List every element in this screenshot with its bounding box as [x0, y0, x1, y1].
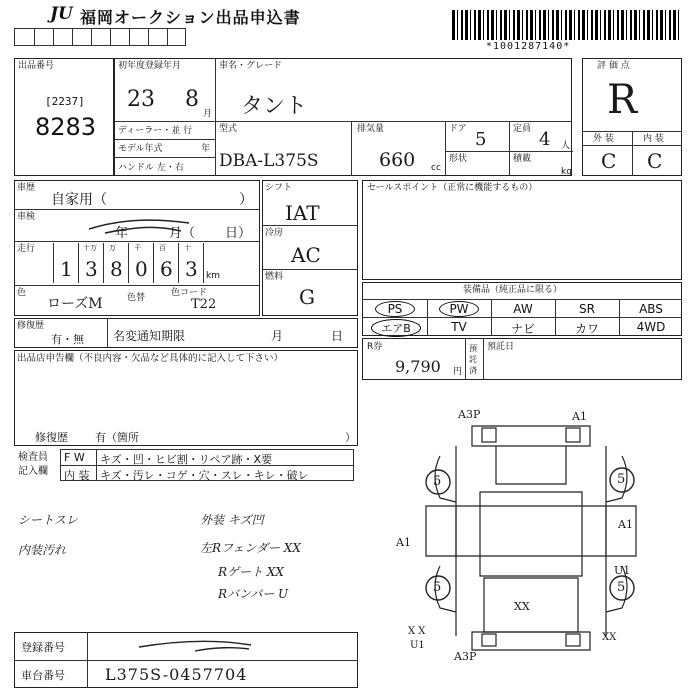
tire-mark: 5	[617, 580, 626, 595]
damage-mark: A1	[618, 518, 633, 531]
color-code-label: 色コード	[171, 288, 208, 298]
damage-mark: U1	[614, 564, 631, 577]
shift-box	[262, 180, 358, 316]
damage-mark: A3P	[454, 650, 477, 663]
interior-label: 内 装	[643, 134, 664, 144]
evaluation-box	[582, 58, 682, 176]
registration-scribble	[135, 637, 255, 655]
chassis-label: 車台番号	[21, 669, 65, 682]
first-reg-label: 初年度登録年月	[118, 61, 182, 71]
name-change-month: 月	[271, 329, 284, 343]
model-box	[114, 58, 572, 176]
doors-value: 5	[475, 129, 487, 150]
shift-label: シフト	[265, 183, 293, 193]
inspector-box	[14, 448, 358, 482]
mileage-digit: 6	[160, 257, 173, 281]
equipment-tv: TV	[451, 320, 467, 334]
inspector-row2: キズ・汚レ・コゲ・穴・スレ・キレ・破レ	[100, 469, 309, 482]
registration-box	[14, 632, 358, 688]
displacement-value: 660	[379, 149, 416, 171]
equipment-leather: カワ	[574, 322, 599, 336]
mileage-unit-10: 十	[184, 244, 191, 252]
usage-box	[14, 180, 260, 316]
car-name-label: 車名・グレード	[219, 61, 283, 71]
first-reg-month: 8	[185, 87, 199, 112]
mileage-digit: 3	[185, 257, 198, 281]
mileage-label: 走行	[17, 244, 36, 254]
type-label: 型式	[219, 124, 238, 134]
chassis-value: L375S-0457704	[105, 665, 248, 684]
fuel-label: 燃料	[265, 272, 284, 282]
lot-label: 出品番号	[18, 61, 55, 71]
model-year-label: モデル年式	[118, 144, 163, 154]
interior-value: C	[647, 149, 663, 173]
header-boxes	[14, 28, 186, 46]
capacity-unit: 人	[561, 141, 571, 151]
recycle-value: 9,790	[395, 357, 441, 376]
tire-mark: 5	[433, 580, 442, 595]
color-label: 色	[17, 288, 27, 298]
model-year-unit: 年	[201, 144, 211, 154]
damage-mark: U1	[410, 640, 425, 651]
evaluation-label: 評 価 点	[597, 61, 630, 71]
damage-mark: X X	[408, 626, 426, 637]
barcode	[452, 10, 680, 40]
first-reg-year: 23	[127, 87, 155, 112]
note-item: 外装 キズ凹	[200, 513, 264, 527]
barcode-number: *1001287140*	[486, 41, 571, 52]
recycle-box	[362, 338, 682, 380]
ac-label: 冷房	[265, 228, 284, 238]
name-change-day: 日	[331, 329, 344, 343]
recall-label: 修復歴	[17, 321, 45, 331]
equipment-abs: ABS	[639, 302, 663, 316]
damage-mark: A1	[396, 536, 411, 549]
registration-label: 登録番号	[21, 641, 65, 654]
inspection-year-unit: 年	[115, 226, 129, 241]
load-unit: kg	[561, 167, 572, 177]
recycle-deposit: 預託済	[469, 344, 477, 375]
shape-label: 形状	[449, 154, 468, 164]
equipment-box	[362, 282, 682, 336]
usage-value: 自家用（	[51, 192, 107, 208]
repair-close: ）	[345, 431, 356, 444]
displacement-label: 排気量	[357, 124, 385, 134]
logo: JU	[50, 4, 73, 24]
repair-label: 修復歴	[35, 431, 68, 444]
form-title: 福岡オークション出品申込書	[80, 8, 301, 27]
ac-value: AC	[291, 243, 321, 267]
car-outline	[396, 406, 666, 664]
capacity-value: 4	[539, 129, 551, 150]
note-item: 内装汚れ	[18, 543, 67, 557]
inspector-row2-head: 内 装	[64, 469, 90, 482]
sales-point-label: セールスポイント（正常に機能するもの）	[367, 183, 538, 193]
equipment-sr: SR	[579, 302, 595, 316]
color-change-label: 色替	[127, 293, 146, 303]
evaluation-score: R	[607, 77, 638, 123]
fuel-value: G	[299, 285, 315, 309]
exterior-value: C	[601, 149, 617, 173]
recall-options: 有・無	[51, 333, 84, 346]
usage-label: 車歴	[17, 183, 36, 193]
displacement-unit: cc	[431, 163, 441, 173]
mileage-unit-1k: 千	[134, 244, 141, 252]
notes	[14, 505, 358, 605]
inspection-month-unit: 月（	[169, 226, 196, 241]
shift-value: IAT	[285, 201, 320, 225]
damage-mark: XX	[514, 600, 530, 613]
inspector-row1-head: F W	[64, 451, 85, 464]
equipment-ps: PS	[375, 301, 415, 317]
mileage-digit: 8	[110, 257, 123, 281]
capacity-label: 定員	[513, 124, 532, 134]
car-diagram	[396, 406, 666, 664]
mileage-unit-100k: 十万	[83, 244, 97, 252]
tire-mark: 5	[433, 474, 442, 489]
mileage-grid	[53, 243, 233, 283]
mileage-digit: 0	[135, 257, 148, 281]
equipment-navi: ナビ	[510, 322, 535, 336]
inspector-row1: キズ・凹・ヒビ割・リペア跡・X要	[100, 453, 273, 466]
note-item: Rゲート XX	[218, 565, 284, 579]
recall-box	[14, 318, 358, 348]
declaration-label: 出品店申告欄（不良内容・欠品など具体的に記入して下さい）	[17, 353, 284, 364]
equipment-airbag: エアB	[371, 319, 421, 337]
name-change-label: 名変通知期限	[113, 329, 186, 343]
note-item: 左Rフェンダー XX	[200, 541, 301, 555]
usage-close: ）	[239, 192, 253, 208]
header	[14, 4, 434, 26]
tire-mark: 5	[617, 472, 626, 487]
mileage-unit-100: 百	[159, 244, 166, 252]
first-reg-month-unit: 月	[203, 109, 213, 119]
damage-mark: A3P	[458, 408, 481, 421]
inspection-scribble	[85, 213, 195, 237]
lot-small-number: [2237]	[45, 95, 85, 108]
repair-value: 有（箇所	[95, 431, 139, 444]
type-value: DBA-L375S	[219, 151, 319, 171]
damage-mark: A1	[572, 410, 587, 423]
equipment-aw: AW	[513, 302, 533, 316]
inspection-label: 車検	[17, 212, 36, 222]
inspector-label-1: 検査員	[18, 452, 48, 463]
inspector-label-2: 記入欄	[18, 466, 48, 477]
doors-label: ドア	[449, 124, 467, 134]
sales-point-box	[362, 180, 682, 280]
recycle-date-label: 預託日	[487, 342, 515, 352]
car-name-value: タント	[241, 94, 308, 119]
declaration-box	[14, 350, 358, 446]
equipment-4wd: 4WD	[636, 320, 666, 334]
load-label: 積載	[513, 154, 532, 164]
handle-label: ハンドル 左・右	[118, 163, 184, 173]
equipment-label: 装備品（純正品に限る）	[463, 285, 563, 295]
color-code-value: T22	[191, 297, 217, 312]
mileage-digit: 1	[60, 257, 73, 281]
mileage-digit: 3	[85, 257, 98, 281]
lot-box	[14, 58, 114, 176]
recycle-label: R券	[367, 342, 383, 352]
exterior-label: 外 装	[593, 134, 614, 144]
equipment-pw: PW	[439, 301, 479, 317]
mileage-unit: km	[206, 271, 220, 281]
note-item: シートスレ	[18, 513, 78, 527]
color-value: ローズM	[47, 296, 103, 312]
damage-mark: XX	[602, 632, 617, 643]
recycle-unit: 円	[453, 367, 463, 377]
lot-number: 8283	[35, 113, 97, 141]
inspection-day-unit: 日）	[225, 226, 252, 241]
dealer-label: ディーラー・並 行	[118, 126, 193, 136]
note-item: Rバンパー U	[218, 587, 289, 601]
mileage-unit-10k: 万	[109, 244, 116, 252]
